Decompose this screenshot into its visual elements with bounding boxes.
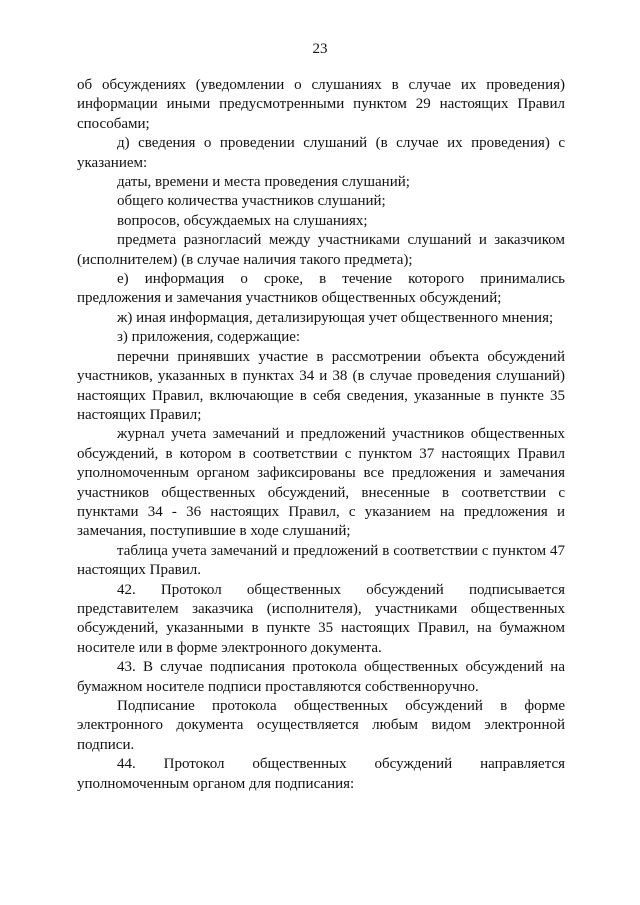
paragraph-14: 43. В случае подписания протокола общественных обсуждений на бумажном носителе подписи проставляются собственноручно. bbox=[77, 659, 565, 695]
paragraph-8: ж) иная информация, детализирующая учет общественного мнения; bbox=[117, 309, 554, 326]
paragraph-7: е) информация о сроке, в течение которого принимались предложения и замечания участников общественных обсуждений; bbox=[77, 271, 565, 307]
paragraph-16: 44. Протокол общественных обсуждений направляется уполномоченным органом для подписания: bbox=[77, 756, 565, 792]
paragraph-13: 42. Протокол общественных обсуждений подписывается представителем заказчика (исполнителя), участниками общественных обсуждений, указанными в пункте 35 настоящих Правил, на бумажном носителе или в форме электронного документа. bbox=[77, 581, 565, 656]
paragraph-5: вопросов, обсуждаемых на слушаниях; bbox=[117, 212, 368, 229]
document-body bbox=[77, 76, 565, 794]
paragraph-11: журнал учета замечаний и предложений участников общественных обсуждений, в котором в соответствии с пунктом 37 настоящих Правил уполномоченным органом зафиксированы все предложения и замечания участников общественных обсуждений, внесенные в соответствии с пунктами 34 - 36 настоящих Правил, с указанием на предложения и замечания, поступившие в ходе слушаний; bbox=[77, 426, 565, 540]
page-number: 23 bbox=[312, 41, 328, 57]
paragraph-1: об обсуждениях (уведомлении о слушаниях в случае их проведения) информации иными предусмотренными пунктом 29 настоящих Правил способами; bbox=[77, 77, 565, 132]
paragraph-3: даты, времени и места проведения слушаний; bbox=[117, 174, 410, 191]
paragraph-6: предмета разногласий между участниками слушаний и заказчиком (исполнителем) (в случае наличия такого предмета); bbox=[77, 232, 565, 268]
paragraph-10: перечни принявших участие в рассмотрении объекта обсуждений участников, указанных в пунктах 34 и 38 (в случае проведения слушаний) настоящих Правил, включающие в себя сведения, указанные в пункте 35 настоящих Правил; bbox=[77, 348, 565, 423]
paragraph-12: таблица учета замечаний и предложений в соответствии с пунктом 47 настоящих Правил. bbox=[77, 542, 565, 579]
paragraph-4: общего количества участников слушаний; bbox=[117, 193, 386, 210]
paragraph-9: з) приложения, содержащие: bbox=[117, 329, 301, 346]
paragraph-15: Подписание протокола общественных обсуждений в форме электронного документа осуществляется любым видом электронной подписи. bbox=[77, 698, 565, 753]
paragraph-2: д) сведения о проведении слушаний (в случае их проведения) с указанием: bbox=[77, 135, 565, 171]
